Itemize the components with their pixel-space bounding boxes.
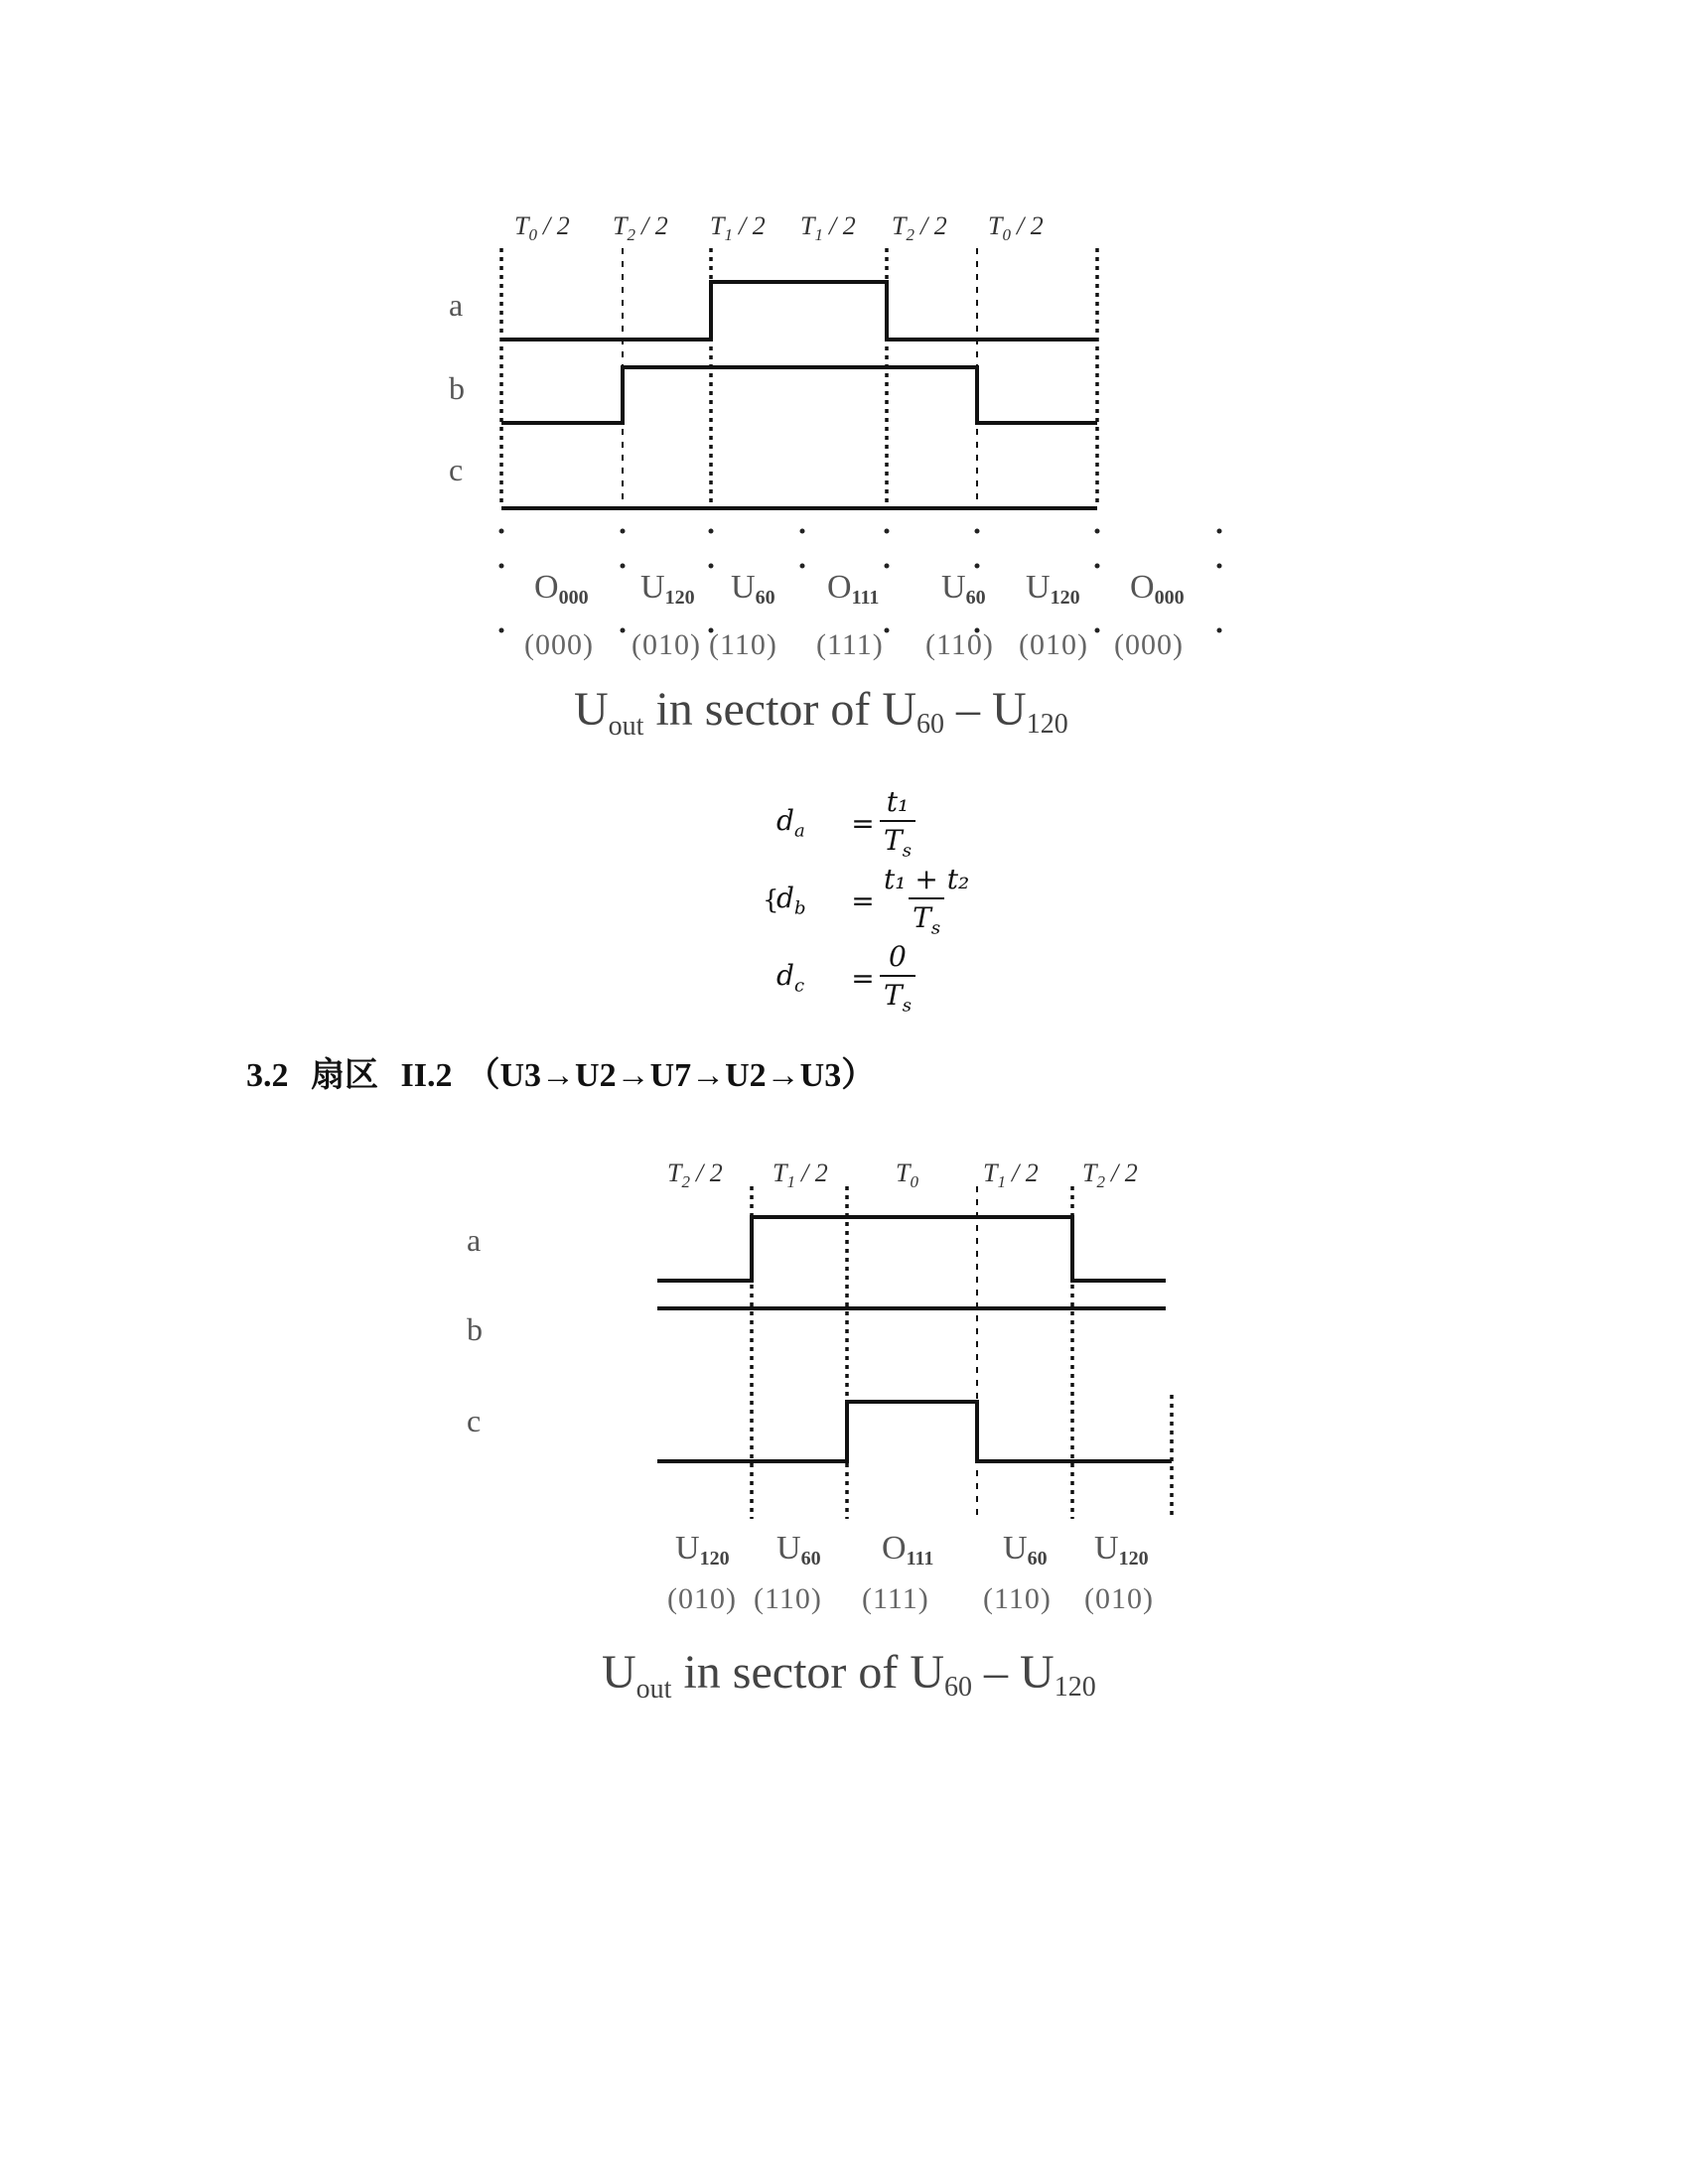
timing-diagram-2 (0, 1142, 1688, 1737)
vector-label: O111 (827, 569, 880, 609)
time-label: $T_0$ (896, 1159, 918, 1191)
channel-label-b: b (449, 370, 465, 406)
formula-db: { $d_b$ = $\frac{\text{t₁ + t₂}}{T_s}$ (763, 862, 970, 939)
diagram-caption: $U_{out}$ in sector of U60 – U120 (602, 1646, 1096, 1705)
switch-code: (110) (709, 628, 777, 661)
channel-label-c: c (449, 452, 464, 487)
time-label: $T_2 / 2$ (1082, 1159, 1138, 1191)
signal-c (657, 1402, 1172, 1461)
time-label: $T_2 / 2$ (892, 211, 947, 244)
vector-label: U60 (941, 569, 986, 609)
section-sequence: （U3→U2→U7→U2→U3） (466, 1057, 876, 1094)
switch-code: (110) (983, 1582, 1052, 1615)
vector-label: U60 (731, 569, 775, 609)
signal-a (501, 282, 1097, 340)
vector-label: U120 (640, 569, 695, 609)
section-title: 扇区 (311, 1057, 378, 1094)
switch-code: (000) (524, 628, 594, 661)
time-label: $T_1 / 2$ (773, 1159, 828, 1191)
formula-dc: $d_c$ = $\frac{0}{T_s}$ (763, 939, 973, 1017)
switch-code: (010) (1084, 1582, 1154, 1615)
switch-code: (010) (667, 1582, 737, 1615)
channel-label-a: a (449, 287, 464, 323)
vector-label: O000 (534, 569, 589, 609)
section-heading (246, 1047, 889, 1096)
signal-b (501, 367, 1097, 423)
duty-cycle-formulas (763, 784, 973, 1017)
vector-label: U120 (1026, 569, 1080, 609)
switch-code: (111) (816, 628, 884, 661)
channel-label-c: c (467, 1403, 482, 1438)
channel-label-a: a (467, 1222, 482, 1258)
timing-diagram-1 (0, 189, 1688, 774)
vector-label: U60 (776, 1530, 821, 1570)
signal-a (657, 1217, 1166, 1281)
timing-diagram-1-svg (0, 189, 1688, 774)
time-label: $T_0 / 2$ (988, 211, 1044, 244)
time-label: $T_2 / 2$ (667, 1159, 723, 1191)
switch-code: (111) (862, 1582, 929, 1615)
switch-code: (110) (925, 628, 994, 661)
vector-label: U60 (1003, 1530, 1048, 1570)
vector-label: U120 (675, 1530, 730, 1570)
vector-label: U120 (1094, 1530, 1149, 1570)
dot-markers (499, 529, 1222, 633)
diagram-caption: $U_{out}$ in sector of U60 – U120 (574, 683, 1068, 742)
time-label: $T_0 / 2$ (514, 211, 570, 244)
time-label: $T_1 / 2$ (983, 1159, 1039, 1191)
switch-code: (000) (1114, 628, 1184, 661)
channel-label-b: b (467, 1311, 483, 1347)
time-label: $T_2 / 2$ (613, 211, 668, 244)
vector-label: O111 (882, 1530, 934, 1570)
timing-diagram-2-svg (0, 1142, 1688, 1737)
vector-label: O000 (1130, 569, 1185, 609)
section-number: 3.2 (246, 1057, 289, 1094)
switch-code: (010) (632, 628, 701, 661)
time-label: $T_1 / 2$ (800, 211, 856, 244)
section-sector: II.2 (400, 1057, 453, 1094)
formula-da: $d_a$ = $\frac{\text{t₁}}{T_s}$ (763, 784, 973, 862)
switch-code: (110) (754, 1582, 822, 1615)
time-label: $T_1 / 2$ (710, 211, 766, 244)
switch-code: (010) (1019, 628, 1088, 661)
